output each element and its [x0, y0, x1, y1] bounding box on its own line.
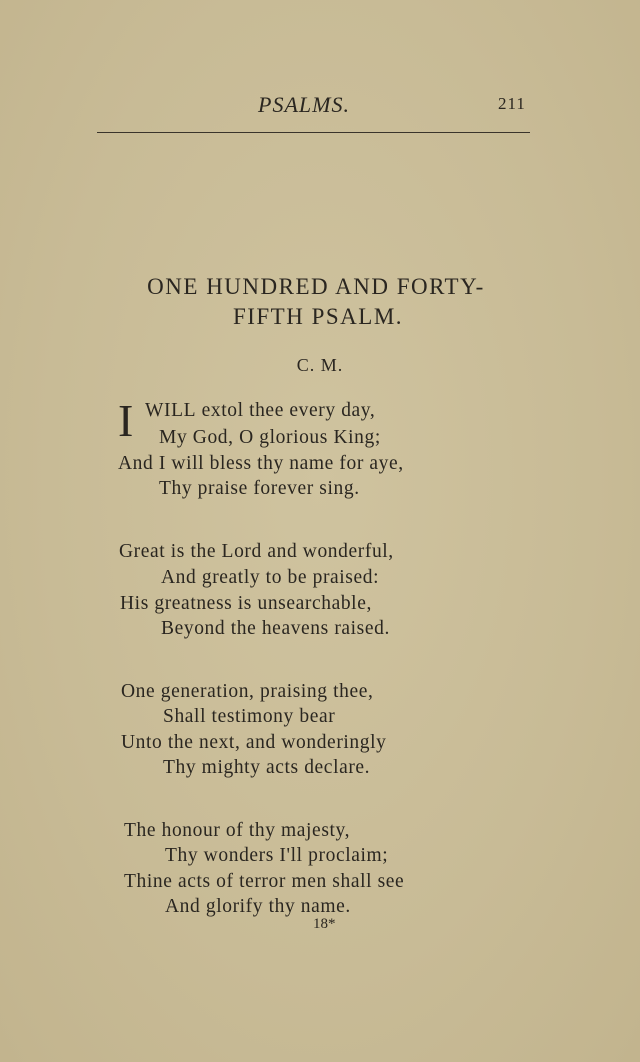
- verse-line-4-4: And glorify thy name.: [165, 896, 351, 917]
- verse-line-3-4: Thy mighty acts declare.: [163, 757, 371, 778]
- verse-line-3-3: Unto the next, and wonderingly: [121, 732, 387, 753]
- first-word: WILL: [145, 400, 197, 421]
- drop-cap: I: [118, 395, 134, 446]
- verse-line-2-3: His greatness is unsearchable,: [120, 593, 372, 614]
- verse-line-4-1: The honour of thy majesty,: [124, 820, 351, 841]
- first-line-rest: extol thee every day,: [196, 400, 376, 421]
- psalm-title-line-2: FIFTH PSALM.: [232, 304, 404, 329]
- signature-mark: 18*: [313, 916, 336, 932]
- running-title: PSALMS.: [258, 92, 350, 117]
- verse-line-2-4: Beyond the heavens raised.: [161, 618, 390, 639]
- verse-line-4-2: Thy wonders I'll proclaim;: [165, 845, 389, 866]
- verse-line-1-2: My God, O glorious King;: [159, 427, 381, 448]
- psalm-title: [0, 272, 640, 332]
- verse-line-3-1: One generation, praising thee,: [121, 681, 374, 702]
- verse-line-2-1: Great is the Lord and wonderful,: [119, 541, 394, 562]
- verse-line-1-4: Thy praise forever sing.: [159, 478, 360, 499]
- meter-label: C. M.: [296, 355, 344, 375]
- verse-line-4-3: Thine acts of terror men shall see: [124, 871, 405, 892]
- verse-line-2-2: And greatly to be praised:: [161, 567, 380, 588]
- running-head: [0, 92, 640, 122]
- verse-line-1-1: [145, 400, 375, 422]
- verse-line-3-2: Shall testimony bear: [163, 706, 336, 727]
- psalm-title-line-1: ONE HUNDRED AND FORTY-: [147, 274, 485, 299]
- verse-line-1-3: And I will bless thy name for aye,: [118, 453, 404, 474]
- page-number: 211: [498, 94, 526, 113]
- header-rule: [97, 132, 530, 133]
